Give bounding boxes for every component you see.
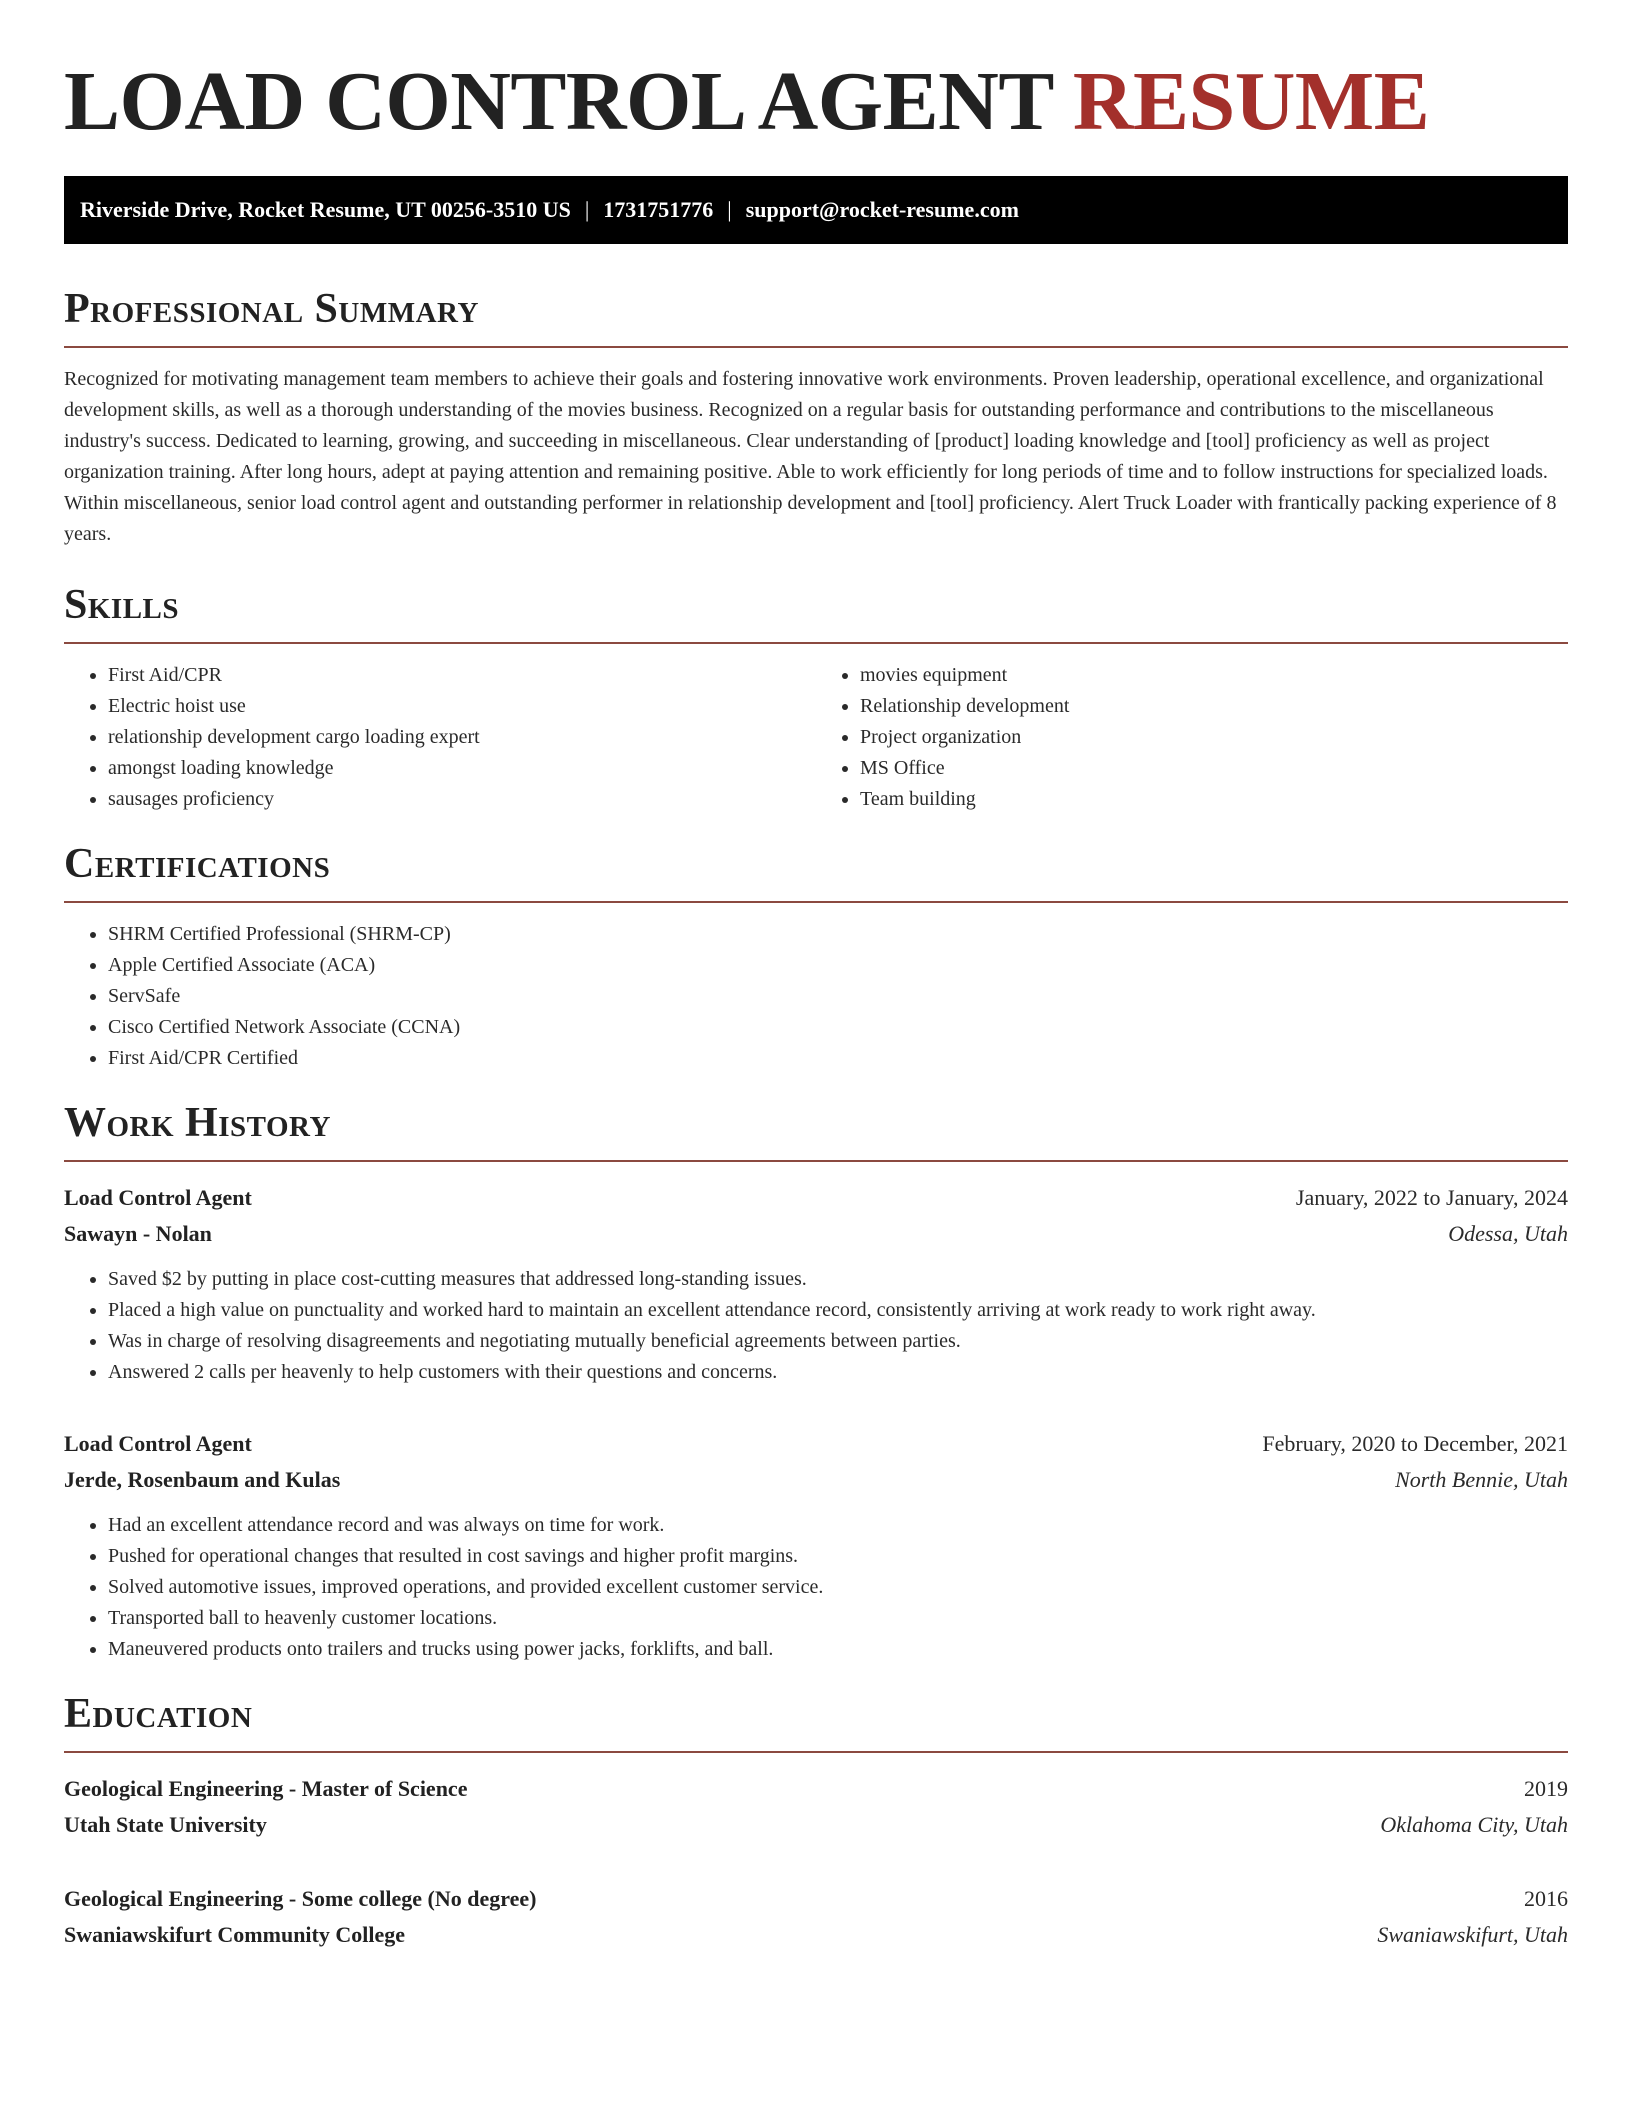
job-header-row	[64, 1426, 1568, 1462]
work-history-section	[64, 1098, 1568, 1665]
contact-phone: 1731751776	[603, 197, 714, 222]
job-title: Load Control Agent	[64, 1431, 252, 1456]
job-duty: • Pushed for operational changes that resulted in cost savings and higher profit margins.	[108, 1541, 1568, 1572]
education-location: Oklahoma City, Utah	[1380, 1812, 1568, 1837]
skill-item: • MS Office	[860, 753, 1568, 784]
education-school: Swaniawskifurt Community College	[64, 1922, 406, 1947]
education-degree-row	[64, 1881, 1568, 1917]
certification-item: • Cisco Certified Network Associate (CCNA)	[108, 1012, 1568, 1043]
job-location: Odessa, Utah	[1448, 1221, 1568, 1246]
certification-item: • SHRM Certified Professional (SHRM-CP)	[108, 919, 1568, 950]
job-duties-list	[64, 1510, 1568, 1665]
job-company-row	[64, 1216, 1568, 1252]
contact-address: Riverside Drive, Rocket Resume, UT 00256-3510 US	[80, 197, 571, 222]
education-degree: Geological Engineering - Some college (No degree)	[64, 1886, 537, 1911]
job-duties-list	[64, 1264, 1568, 1388]
summary-text: Recognized for motivating management team members to achieve their goals and fostering innovative work environments. Proven leadership, operational excellence, and organizational development skills, as well as a thorough understanding of the movies business. Recognized on a regular basis for outstanding performance and contributions to the miscellaneous industry's success. Dedicated to learning, growing, and succeeding in miscellaneous. Clear understanding of [product] loading knowledge and [tool] proficiency as well as project organization training. After long hours, adept at paying attention and remaining positive. Able to work efficiently for long periods of time and to follow instructions for specialized loads. Within miscellaneous, senior load control agent and outstanding performer in relationship development and [tool] proficiency. Alert Truck Loader with frantically packing experience of 8 years.	[64, 368, 1557, 545]
work-history-heading: Work History	[64, 1098, 1568, 1162]
job-duty: • Solved automotive issues, improved operations, and provided excellent customer service.	[108, 1572, 1568, 1603]
job-duty: • Maneuvered products onto trailers and trucks using power jacks, forklifts, and ball.	[108, 1634, 1568, 1665]
skill-item: • relationship development cargo loading expert	[108, 722, 816, 753]
job-title: Load Control Agent	[64, 1185, 252, 1210]
job-location: North Bennie, Utah	[1395, 1467, 1568, 1492]
certification-item: • ServSafe	[108, 981, 1568, 1012]
contact-email: support@rocket-resume.com	[745, 197, 1019, 222]
education-section	[64, 1689, 1568, 1953]
certification-item: • Apple Certified Associate (ACA)	[108, 950, 1568, 981]
skill-item: • Electric hoist use	[108, 691, 816, 722]
job-duty: • Had an excellent attendance record and was always on time for work.	[108, 1510, 1568, 1541]
job-header-row	[64, 1180, 1568, 1216]
resume-title	[64, 52, 1568, 152]
skill-item: • Project organization	[860, 722, 1568, 753]
job-entry	[64, 1426, 1568, 1665]
job-duty: • Answered 2 calls per heavenly to help customers with their questions and concerns.	[108, 1357, 1568, 1388]
education-school-row	[64, 1807, 1568, 1843]
certifications-list	[64, 919, 1568, 1074]
skill-item: • amongst loading knowledge	[108, 753, 816, 784]
job-dates: January, 2022 to January, 2024	[1295, 1185, 1568, 1210]
skill-item: • sausages proficiency	[108, 784, 816, 815]
education-heading: Education	[64, 1689, 1568, 1753]
job-duty: • Placed a high value on punctuality and worked hard to maintain an excellent attendance record, consistently arriving at work ready to work right away.	[108, 1295, 1568, 1326]
contact-bar	[64, 176, 1568, 244]
skills-list-right	[816, 660, 1568, 815]
certifications-heading: Certifications	[64, 839, 1568, 903]
skills-section	[64, 580, 1568, 815]
job-duty: • Saved $2 by putting in place cost-cutting measures that addressed long-standing issues.	[108, 1264, 1568, 1295]
education-entry	[64, 1881, 1568, 1953]
education-degree-row	[64, 1771, 1568, 1807]
education-school: Utah State University	[64, 1812, 267, 1837]
education-year: 2016	[1524, 1886, 1568, 1911]
skills-list-left	[64, 660, 816, 815]
education-year: 2019	[1524, 1776, 1568, 1801]
job-duty: • Was in charge of resolving disagreements and negotiating mutually beneficial agreements between parties.	[108, 1326, 1568, 1357]
skills-grid	[64, 660, 1568, 815]
summary-section	[64, 284, 1568, 550]
skill-item: • Team building	[860, 784, 1568, 815]
job-company-row	[64, 1462, 1568, 1498]
title-accent: RESUME	[1072, 55, 1430, 148]
contact-separator: |	[727, 197, 732, 222]
education-entry	[64, 1771, 1568, 1843]
job-dates: February, 2020 to December, 2021	[1262, 1431, 1568, 1456]
title-main: LOAD CONTROL AGENT	[64, 55, 1053, 148]
education-location: Swaniawskifurt, Utah	[1377, 1922, 1568, 1947]
job-company: Sawayn - Nolan	[64, 1221, 212, 1246]
education-school-row	[64, 1917, 1568, 1953]
skill-item: • Relationship development	[860, 691, 1568, 722]
skill-item: • movies equipment	[860, 660, 1568, 691]
summary-heading: Professional Summary	[64, 284, 1568, 348]
job-company: Jerde, Rosenbaum and Kulas	[64, 1467, 341, 1492]
education-degree: Geological Engineering - Master of Science	[64, 1776, 468, 1801]
certification-item: • First Aid/CPR Certified	[108, 1043, 1568, 1074]
skill-item: • First Aid/CPR	[108, 660, 816, 691]
job-entry	[64, 1180, 1568, 1388]
job-duty: • Transported ball to heavenly customer locations.	[108, 1603, 1568, 1634]
certifications-section	[64, 839, 1568, 1074]
contact-separator: |	[584, 197, 590, 222]
skills-heading: Skills	[64, 580, 1568, 644]
